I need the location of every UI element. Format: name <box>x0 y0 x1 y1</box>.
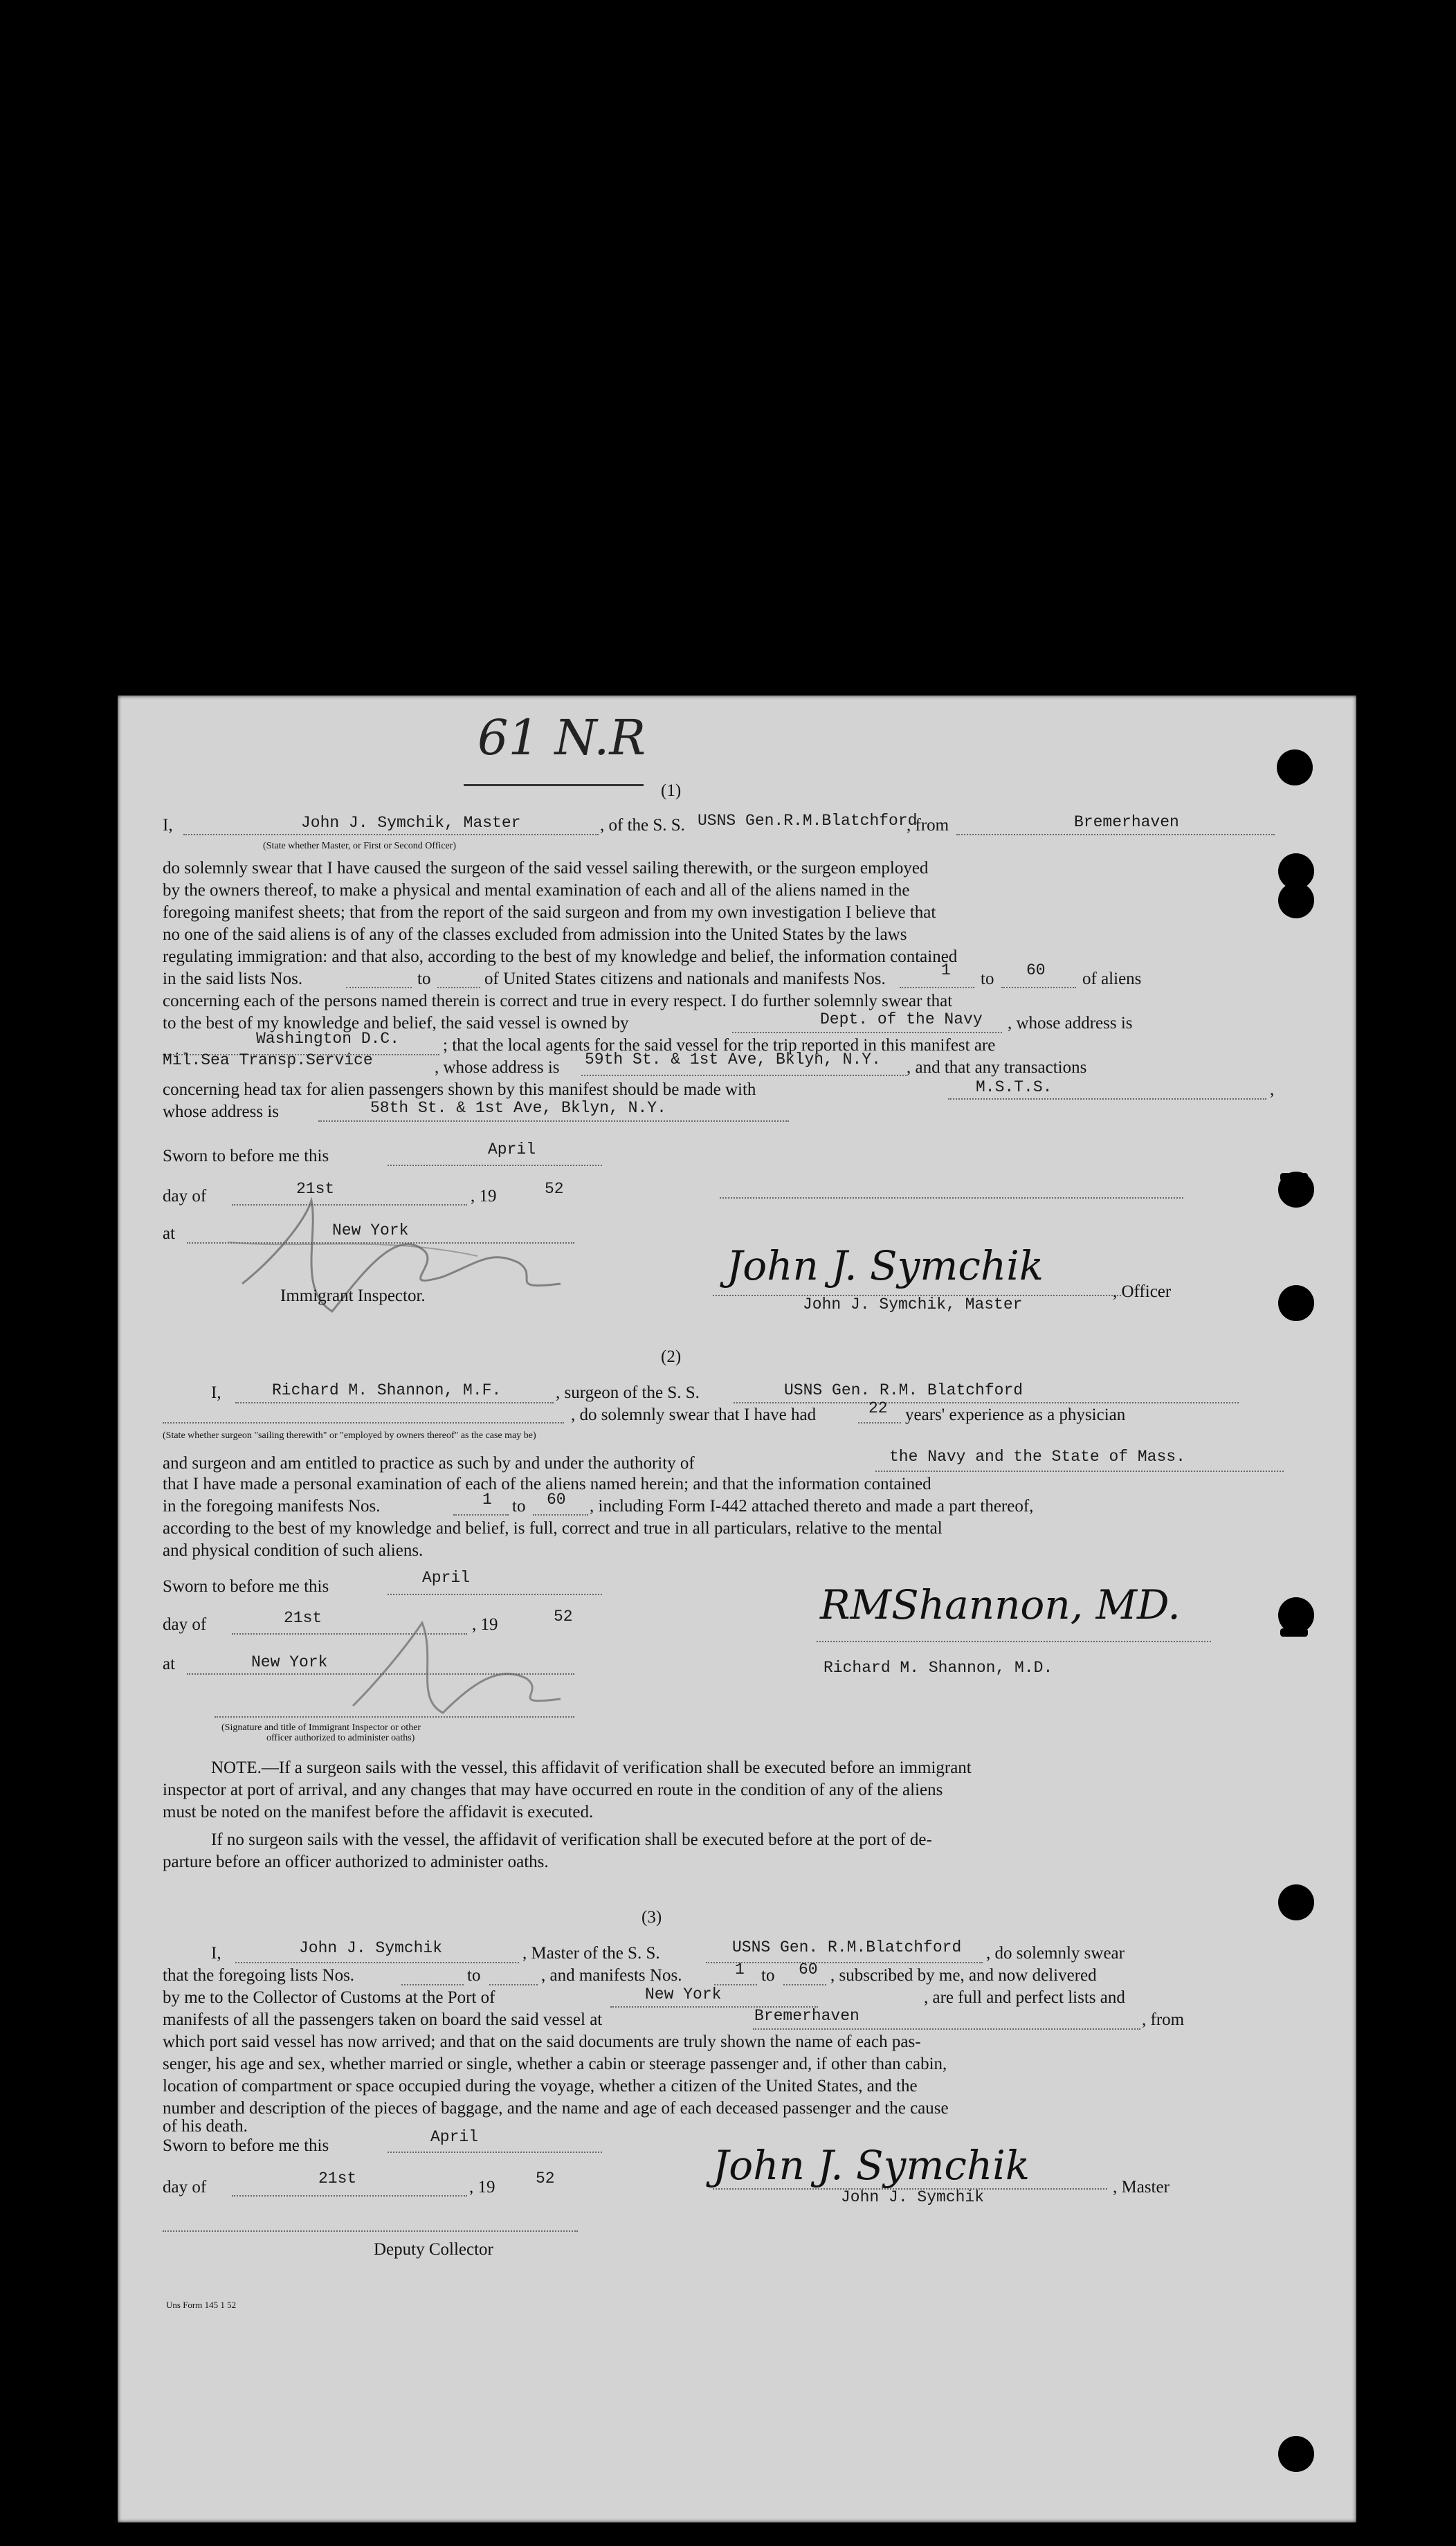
sworn-label: Sworn to before me this <box>163 1577 329 1596</box>
oath-line: which port said vessel has now arrived; and that on the said documents are truly shown the name of each pas- <box>163 2033 921 2051</box>
to-label: to <box>981 970 994 988</box>
from-port: Bremerhaven <box>1074 813 1179 831</box>
oath-line: of his death. <box>163 2117 248 2136</box>
nos-label: in the foregoing manifests Nos. <box>163 1497 381 1516</box>
oath-line: concerning each of the persons named therein is correct and true in every respect. I do further solemnly swear that <box>163 992 953 1010</box>
ship-name: USNS Gen. R.M.Blatchford <box>732 1938 962 1956</box>
fill-line <box>453 1514 509 1516</box>
manifest-to: 60 <box>1026 961 1046 979</box>
owner-address: Washington D.C. <box>256 1030 400 1048</box>
owned-label: to the best of my knowledge and belief, the said vessel is owned by <box>163 1014 629 1033</box>
state-note: (State whether Master, or First or Second Officer) <box>263 841 457 851</box>
note-line: NOTE.—If a surgeon sails with the vessel, this affidavit of verification shall be executed before an immigrant <box>211 1758 972 1777</box>
fill-line <box>817 1641 1211 1642</box>
port: New York <box>645 1985 722 2003</box>
comma: , <box>1270 1080 1275 1099</box>
swear-text: years' experience as a physician <box>905 1406 1126 1424</box>
manifest-from: 1 <box>482 1491 492 1509</box>
punch-hole <box>1278 882 1314 918</box>
to-label: to <box>761 1966 775 1985</box>
oath-line: no one of the said aliens is of any of the classes excluded from admission into the United States by the laws <box>163 925 907 944</box>
day-of-label: day of <box>163 2178 207 2197</box>
fill-line <box>183 834 599 835</box>
lists-text: , and manifests Nos. <box>541 1966 682 1985</box>
surgeon-ship: USNS Gen. R.M. Blatchford <box>784 1381 1023 1399</box>
taken-label: manifests of all the passengers taken on board the said vessel at <box>163 2010 603 2029</box>
agent-address: 59th St. & 1st Ave, Bklyn, N.Y. <box>585 1051 881 1069</box>
master-typed-name: John J. Symchik <box>841 2188 985 2206</box>
punch-hole <box>1278 1172 1314 1208</box>
oath-line: that I have made a personal examination of each of the aliens named herein; and that the information contained <box>163 1475 931 1493</box>
handwritten-underline <box>464 784 644 786</box>
surgeon-of: , surgeon of the S. S. <box>556 1383 700 1402</box>
day: 21st <box>318 2170 357 2188</box>
i-label: I, <box>211 1944 221 1963</box>
collector-text: , are full and perfect lists and <box>924 1988 1125 2007</box>
section-number: (2) <box>661 1347 682 1366</box>
to-label: to <box>512 1497 526 1516</box>
fill-line <box>734 1402 1239 1403</box>
manifest-to: 60 <box>799 1961 818 1979</box>
oath-line: senger, his age and sex, whether married or single, whether a cabin or steerage passenger and, if other than cabin, <box>163 2055 947 2073</box>
nos-text: , including Form I-442 attached thereto and made a part thereof, <box>590 1497 1034 1516</box>
year-prefix: , 19 <box>471 1187 497 1206</box>
punch-hole <box>1277 749 1313 785</box>
fill-line <box>489 1984 538 1985</box>
note-line: If no surgeon sails with the vessel, the affidavit of verification shall be executed before at the port of de- <box>211 1830 932 1849</box>
ship-name: USNS Gen.R.M.Blatchford <box>698 812 918 830</box>
agent: Mil.Sea Transp.Service <box>163 1051 373 1069</box>
master-of: , Master of the S. S. <box>522 1944 660 1963</box>
from-label: , from <box>907 816 949 835</box>
year: 52 <box>554 1608 573 1626</box>
signature-note: (Signature and title of Immigrant Inspector or other <box>221 1722 421 1733</box>
fill-line <box>318 1120 789 1122</box>
fill-line <box>956 834 1275 835</box>
surgeon-name: Richard M. Shannon, M.F. <box>272 1381 502 1399</box>
fill-line <box>388 1165 602 1166</box>
oath-line: number and description of the pieces of baggage, and the name and age of each deceased passenger and the cause <box>163 2099 949 2118</box>
day-of-label: day of <box>163 1615 207 1634</box>
fill-line <box>875 1471 1284 1472</box>
swear-text: , do solemnly swear <box>986 1944 1125 1963</box>
section-number: (3) <box>641 1908 662 1927</box>
fill-line <box>900 987 974 988</box>
master-name: John J. Symchik <box>299 1939 443 1957</box>
place: New York <box>332 1221 409 1239</box>
nos-label: in the said lists Nos. <box>163 970 303 988</box>
oath-line: regulating immigration: and that also, according to the best of my knowledge and belief, the information contained <box>163 947 958 966</box>
deputy-collector-label: Deputy Collector <box>374 2240 493 2259</box>
section-number: (1) <box>661 781 682 800</box>
head-tax-address: 58th St. & 1st Ave, Bklyn, N.Y. <box>370 1099 666 1117</box>
head-tax-party: M.S.T.S. <box>976 1078 1053 1096</box>
years: 22 <box>868 1399 888 1417</box>
fill-line <box>720 1197 1183 1199</box>
fill-line <box>388 1594 602 1595</box>
agent-address-label: , whose address is <box>435 1058 560 1077</box>
owner: Dept. of the Navy <box>820 1010 983 1028</box>
at-label: at <box>163 1224 176 1243</box>
sworn-label: Sworn to before me this <box>163 2136 329 2155</box>
manifest-from: 1 <box>735 1961 745 1979</box>
signature-note: officer authorized to administer oaths) <box>266 1733 415 1743</box>
fill-line <box>346 987 412 988</box>
year: 52 <box>536 2170 555 2188</box>
inspector-signature <box>311 1602 588 1727</box>
sworn-month: April <box>430 2128 479 2146</box>
fill-line <box>581 1075 907 1076</box>
fill-line <box>163 1422 564 1424</box>
fill-line <box>1001 987 1076 988</box>
fill-line <box>235 1402 554 1403</box>
punch-hole <box>1278 1884 1314 1920</box>
inspector-label: Immigrant Inspector. <box>280 1286 426 1305</box>
fill-line <box>858 1422 901 1424</box>
year-prefix: , 19 <box>469 2178 495 2197</box>
i-label: I, <box>163 816 173 835</box>
taken-text: , from <box>1142 2010 1185 2029</box>
punch-hole <box>1278 2436 1314 2472</box>
manifest-from: 1 <box>941 961 951 979</box>
punch-hole <box>1278 1285 1314 1321</box>
oath-line: location of compartment or space occupied during the voyage, whether a citizen of the United States, and the <box>163 2077 918 2095</box>
place: New York <box>251 1653 328 1671</box>
fill-line <box>235 1962 519 1963</box>
officer-label: , Officer <box>1113 1282 1172 1301</box>
master-name: John J. Symchik, Master <box>301 814 521 832</box>
oath-line: by the owners thereof, to make a physical and mental examination of each and all of the aliens named in the <box>163 881 910 900</box>
day: 21st <box>296 1180 335 1198</box>
year: 52 <box>545 1180 564 1198</box>
sworn-label: Sworn to before me this <box>163 1147 329 1165</box>
fill-line <box>713 1295 1121 1296</box>
fill-line <box>533 1514 588 1516</box>
surgeon-typed-name: Richard M. Shannon, M.D. <box>823 1659 1053 1677</box>
sworn-month: April <box>422 1569 471 1587</box>
oath-line: foregoing manifest sheets; that from the report of the said surgeon and from my own investigation I believe that <box>163 903 936 922</box>
master-label: , Master <box>1113 2178 1170 2197</box>
to-label: to <box>467 1966 481 1985</box>
fill-line <box>163 2230 578 2232</box>
sworn-month: April <box>488 1140 536 1158</box>
head-tax-label: concerning head tax for alien passengers shown by this manifest should be made with <box>163 1080 756 1099</box>
oath-line: and physical condition of such aliens. <box>163 1541 424 1560</box>
fill-line <box>713 2188 1107 2190</box>
master-signature: John J. Symchik <box>713 2142 1030 2189</box>
fill-line <box>215 1716 574 1718</box>
master-typed-name: John J. Symchik, Master <box>803 1295 1023 1313</box>
manifest-to: 60 <box>547 1491 566 1509</box>
i-label: I, <box>211 1383 221 1402</box>
note-line: parture before an officer authorized to administer oaths. <box>163 1853 549 1871</box>
of-ship-label: , of the S. S. <box>600 816 685 835</box>
fill-line <box>948 1098 1266 1100</box>
state-note: (State whether surgeon "sailing therewith" or "employed by owners thereof" as the case may be) <box>163 1430 536 1441</box>
note-line: must be noted on the manifest before the affidavit is executed. <box>163 1803 594 1821</box>
note-line: inspector at port of arrival, and any changes that may have occurred en route in the condition of any of the aliens <box>163 1781 943 1799</box>
of-aliens: of aliens <box>1082 970 1142 988</box>
fill-line <box>783 1984 826 1985</box>
lists-text: , subscribed by me, and now delivered <box>830 1966 1097 1985</box>
year-prefix: , 19 <box>472 1615 498 1634</box>
owned-address-label: , whose address is <box>1008 1014 1133 1033</box>
and-that: , and that any transactions <box>907 1058 1087 1077</box>
day-of-label: day of <box>163 1187 207 1206</box>
fill-line <box>232 2195 467 2197</box>
form-id: Uns Form 145 1 52 <box>166 2300 237 2310</box>
oath-line: do solemnly swear that I have caused the surgeon of the said vessel sailing therewith, or the surgeon employed <box>163 859 929 878</box>
fill-line <box>388 2152 602 2153</box>
manifest-page <box>118 695 1356 2522</box>
oath-line: according to the best of my knowledge and belief, is full, correct and true in all particulars, relative to the mental <box>163 1519 943 1538</box>
agents-text: ; that the local agents for the said vessel for the trip reported in this manifest are <box>443 1036 996 1055</box>
punch-slot <box>1280 1628 1308 1637</box>
fill-line <box>706 1962 983 1963</box>
whose-address-label: whose address is <box>163 1102 280 1121</box>
master-signature: John J. Symchik <box>727 1242 1044 1289</box>
surgeon-signature: RMShannon, MD. <box>820 1581 1181 1628</box>
fill-line <box>437 987 480 988</box>
at-label: at <box>163 1655 176 1673</box>
taken-port: Bremerhaven <box>754 2007 859 2025</box>
authority-label: and surgeon and am entitled to practice as such by and under the authority of <box>163 1454 695 1473</box>
handwritten-mark: 61 N.R <box>477 709 646 766</box>
day: 21st <box>284 1609 322 1627</box>
to-label: to <box>417 970 431 988</box>
fill-line <box>753 2028 1140 2030</box>
collector-label: by me to the Collector of Customs at the Port of <box>163 1988 495 2007</box>
lists-label: that the foregoing lists Nos. <box>163 1966 355 1985</box>
fill-line <box>401 1984 464 1985</box>
authority: the Navy and the State of Mass. <box>889 1448 1185 1466</box>
nos-text: of United States citizens and nationals and manifests Nos. <box>484 970 886 988</box>
fill-line <box>732 1032 1002 1033</box>
swear-text: , do solemnly swear that I have had <box>571 1406 817 1424</box>
